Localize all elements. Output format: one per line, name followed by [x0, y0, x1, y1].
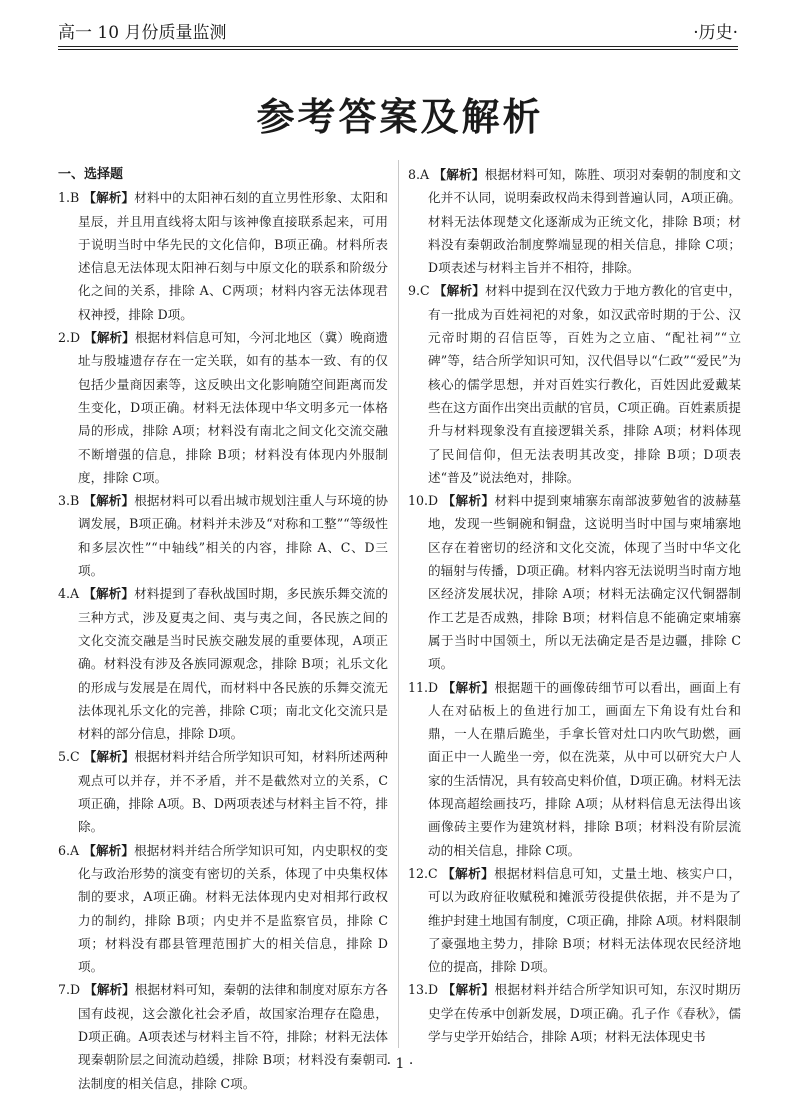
- answer-item: [58, 745, 388, 838]
- answer-number: 8.A: [408, 167, 430, 182]
- analysis-tag: 【解析】: [84, 330, 135, 346]
- answer-number: 3.B: [58, 493, 80, 509]
- page-header: [58, 16, 738, 44]
- analysis-tag: 【解析】: [442, 493, 495, 509]
- answer-item: [408, 279, 741, 489]
- analysis-tag: 【解析】: [83, 749, 135, 765]
- answer-text: 根据材料并结合所学知识可知，内史职权的变化与政治形势的演变有密切的关系，体现了中央集权体制的要求，A项正确。材料无法体现内史对相邦行政权力的制约，排除 B项；内史并不是监察官员，排除 C项；材料没有郡县管理范围扩大的相关信息，排除 D项。: [78, 842, 389, 975]
- answer-item: [408, 862, 741, 978]
- answer-text: 根据材料并结合所学知识可知，东汉时期历史学在传承中创新发展，D项正确。孔子作《春秋》，儒学与史学开始结合，排除 A项；材料无法体现史书: [428, 982, 742, 1044]
- column-divider: [398, 160, 399, 1048]
- answer-number: 7.D: [58, 982, 81, 998]
- answer-item: [408, 489, 741, 675]
- answer-text: 根据材料信息可知，今河北地区（冀）晚商遗址与殷墟遗存存在一定关联，如有的基本一致、有的仅包括少量商因素等，这反映出文化影响随空间距离而发生变化，D项正确。材料无法体现中华文明多元一体格局的形成，排除 A项；材料没有南北之间文化交流交融不断增强的信息，排除 B项；材料没有体现内外服制度，排除 C项。: [78, 330, 389, 485]
- answer-item: [58, 582, 388, 745]
- answer-number: 12.C: [408, 865, 438, 881]
- answer-item: [408, 978, 741, 1048]
- answer-item: [58, 489, 388, 582]
- analysis-tag: 【解析】: [83, 842, 135, 858]
- header-subject: ·历史·: [693, 22, 738, 43]
- answer-text: 材料中的太阳神石刻的直立男性形象、太阳和星辰，并且用直线将太阳与该神像直接联系起来，可用于说明当时中华先民的文化信仰，B项正确。材料所表述信息无法体现太阳神石刻与中原文化的联系和阶级分化之间的关系，排除 A、C两项；材料内容无法体现君权神授，排除 D项。: [78, 190, 389, 322]
- analysis-tag: 【解析】: [83, 190, 135, 206]
- analysis-tag: 【解析】: [83, 493, 135, 509]
- answer-text: 根据题干的画像砖细节可以看出，画面上有人在对砧板上的鱼进行加工，画面左下角设有灶台和鼎，一人在鼎后跪坐，手拿长管对灶口内吹气助燃，画面正中一人跪坐一旁，似在洗菜，从中可以研究大户人家的生活情况，具有较高史料价值，D项正确。材料无法体现高超绘画技巧，排除 A项；从材料信息无法得出该画像砖主要作为建筑材料，排除 B项；材料没有阶层流动的相关信息，排除 C项。: [428, 679, 742, 858]
- analysis-tag: 【解析】: [84, 982, 135, 998]
- answer-number: 11.D: [408, 679, 439, 695]
- analysis-tag: 【解析】: [442, 982, 495, 998]
- analysis-tag: 【解析】: [433, 167, 485, 182]
- answer-item: [58, 186, 388, 326]
- answer-number: 13.D: [408, 982, 439, 998]
- section-heading: 一、选择题: [58, 167, 124, 182]
- header-rule: [58, 46, 738, 47]
- answer-item: [408, 163, 741, 279]
- analysis-tag: 【解析】: [83, 586, 135, 602]
- answer-number: 9.C: [408, 283, 430, 299]
- page-number: · 1 ·: [386, 1056, 414, 1072]
- answer-item: [58, 326, 388, 489]
- analysis-tag: 【解析】: [442, 865, 495, 881]
- answer-text: 根据材料并结合所学知识可知，材料所述两种观点可以并存，并不矛盾，并不是截然对立的关系，C项正确，排除 A项。B、D两项表述与材料主旨不符，排除。: [78, 749, 389, 835]
- answer-text: 材料中提到在汉代致力于地方教化的官吏中，有一批成为百姓祠祀的对象，如汉武帝时期的于公、汉元帝时期的召信臣等，百姓为之立庙、“配社祠”“立碑”等，结合所学知识可知，汉代倡导以“仁政”“爱民”为核心的儒学思想，并对百姓实行教化，百姓因此爱戴某些在这方面作出突出贡献的官员，C项正确。百姓素质提升与材料现象没有直接逻辑关系，排除 A项；材料体现了民间信仰，但无法表明其改变，排除 B项；D项表述“普及”说法绝对，排除。: [428, 283, 742, 485]
- answer-text: 根据材料信息可知，丈量土地、核实户口，可以为政府征收赋税和摊派劳役提供依据，并不是为了维护封建土地国有制度，C项正确，排除 A项。材料限制了豪强地主势力，排除 B项；材料无法体现农民经济地位的提高，排除 D项。: [428, 865, 742, 975]
- answer-number: 1.B: [58, 190, 80, 206]
- answer-text: 根据材料可知，陈胜、项羽对秦朝的制度和文化并不认同，说明秦政权尚未得到普遍认同，A项正确。材料无法体现楚文化逐渐成为正统文化，排除 B项；材料没有秦朝政治制度弊端显现的相关信息，排除 C项；D项表述与材料主旨并不相符，排除。: [428, 167, 742, 276]
- answer-text: 根据材料可以看出城市规划注重人与环境的协调发展，B项正确。材料并未涉及“对称和工整”“等级性和多层次性”“中轴线”相关的内容，排除 A、C、D三项。: [78, 493, 389, 579]
- right-column: [408, 163, 741, 1048]
- header-exam-title: 高一 10 月份质量监测: [58, 22, 227, 43]
- analysis-tag: 【解析】: [442, 679, 495, 695]
- answer-number: 4.A: [58, 586, 80, 602]
- answer-number: 6.A: [58, 842, 80, 858]
- answer-text: 根据材料可知，秦朝的法律和制度对原东方各国有歧视，这会激化社会矛盾，故国家治理存在隐患，D项正确。A项表述与材料主旨不符，排除；材料无法体现秦朝阶层之间流动趋缓，排除 B项；材料没有秦朝司法制度的相关信息，排除 C项。: [78, 982, 389, 1091]
- answer-text: 材料提到了春秋战国时期，多民族乐舞交流的三种方式，涉及夏夷之间、夷与夷之间，各民族之间的文化交流交融是当时民族交融发展的重要体现，A项正确。材料没有涉及各族同源观念，排除 B项；礼乐文化的形成与发展是在周代，而材料中各民族的乐舞交流无法体现礼乐文化的完善，排除 C项；南北文化交流只是材料的部分信息，排除 D项。: [78, 586, 389, 742]
- answer-number: 5.C: [58, 749, 80, 765]
- answer-text: 材料中提到柬埔寨东南部波萝勉省的波赫墓地，发现一些铜碗和铜盘，这说明当时中国与柬埔寨地区存在着密切的经济和文化交流，体现了当时中华文化的辐射与传播，D项正确。材料内容无法说明当时南方地区经济发展状况，排除 A项；材料无法确定汉代铜器制作工艺是否成熟，排除 B项；材料信息不能确定柬埔寨属于当时中国领土，所以无法确定是否是边疆，排除 C项。: [428, 493, 742, 672]
- header-rule-thin: [58, 49, 738, 50]
- answer-number: 10.D: [408, 493, 439, 509]
- page-title: 参考答案及解析: [256, 95, 544, 139]
- answer-number: 2.D: [58, 330, 81, 346]
- answer-item: [408, 676, 741, 862]
- left-column: [58, 163, 388, 1095]
- answer-item: [58, 978, 388, 1094]
- answer-item: [58, 839, 388, 979]
- analysis-tag: 【解析】: [433, 283, 486, 299]
